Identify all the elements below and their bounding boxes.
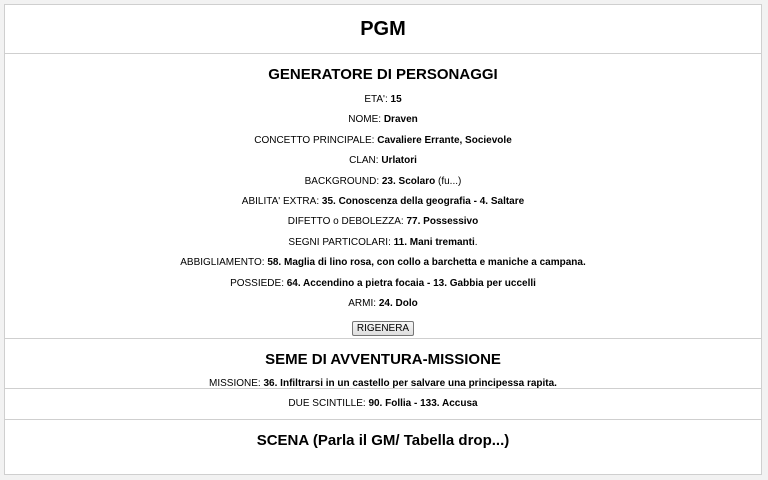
field-value: 36. Infiltrarsi in un castello per salvare una principessa rapita. [263, 378, 557, 390]
regenerate-button[interactable]: RIGENERA [352, 321, 414, 336]
scene-section [5, 420, 761, 449]
seed-title: SEME DI AVVENTURA-MISSIONE [265, 351, 501, 369]
field-extra: (fu...) [438, 175, 462, 187]
page-title: PGM [360, 17, 406, 40]
field-clan [5, 155, 761, 167]
field-weapons [5, 298, 761, 310]
field-extra-skills [5, 196, 761, 208]
field-label: ABILITA' EXTRA: [241, 195, 320, 207]
scene-title: SCENA (Parla il GM/ Tabella drop...) [256, 432, 510, 450]
field-label: DUE SCINTILLE: [288, 398, 366, 410]
adventure-seed-section [5, 339, 761, 389]
field-label: CLAN: [349, 155, 379, 167]
field-name [5, 114, 761, 126]
field-label: DIFETTO o DEBOLEZZA: [287, 216, 404, 228]
field-label: NOME: [348, 114, 382, 126]
field-label: BACKGROUND: [304, 175, 380, 187]
field-possessions [5, 278, 761, 290]
field-background [5, 176, 761, 188]
field-value: 58. Maglia di lino rosa, con collo a barchetta e maniche a campana. [267, 257, 586, 269]
field-label: SEGNI PARTICOLARI: [288, 236, 391, 248]
field-value: 35. Conoscenza della geografia - 4. Saltare [321, 195, 525, 207]
field-value: 64. Accendino a pietra focaia - 13. Gabbia per uccelli [286, 277, 536, 289]
field-value: 77. Possessivo [406, 216, 479, 228]
two-sparks-section [5, 389, 761, 420]
field-label: ABBIGLIAMENTO: [180, 257, 265, 269]
field-value: Draven [383, 114, 418, 126]
field-main-concept [5, 135, 761, 147]
field-value: Urlatori [381, 155, 417, 167]
regenerate-row [5, 318, 761, 334]
field-value: 24. Dolo [378, 297, 418, 309]
field-clothing [5, 257, 761, 269]
field-label: ARMI: [348, 297, 377, 309]
character-generator-section [5, 54, 761, 339]
field-value: 23. Scolaro [381, 175, 436, 187]
header [5, 5, 761, 54]
field-value: Cavaliere Errante, Socievole [377, 134, 512, 146]
field-label: MISSIONE: [209, 378, 261, 390]
field-extra: . [474, 236, 478, 248]
field-distinguishing-marks [5, 237, 761, 249]
generator-title: GENERATORE DI PERSONAGGI [268, 66, 498, 83]
field-label: CONCETTO PRINCIPALE: [254, 134, 375, 146]
field-value: 15 [390, 94, 402, 105]
field-value: 90. Follia - 133. Accusa [368, 398, 478, 410]
page-frame [4, 4, 762, 475]
field-value: 11. Mani tremanti [393, 236, 475, 248]
sparks-field [288, 398, 477, 410]
field-age [5, 94, 761, 106]
field-label: POSSIEDE: [230, 277, 284, 289]
field-label: ETA': [364, 94, 388, 105]
field-flaw [5, 216, 761, 228]
